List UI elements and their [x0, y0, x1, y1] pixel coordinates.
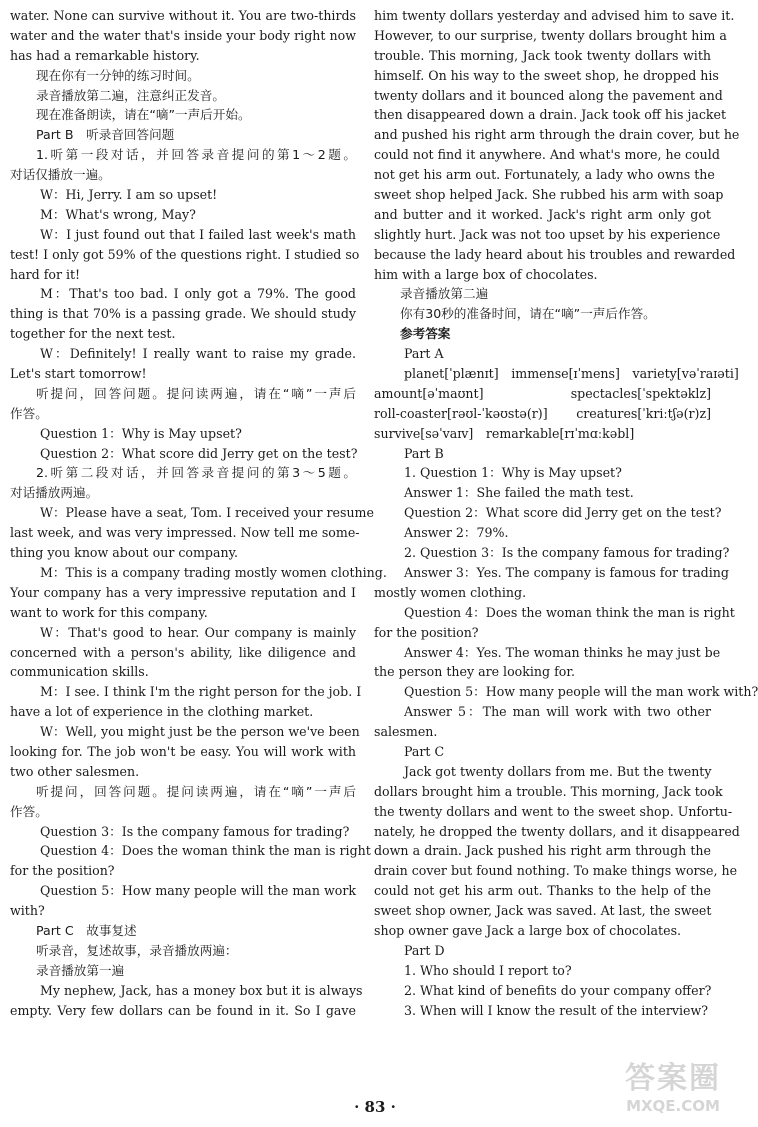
- text-line: with?: [10, 903, 45, 919]
- text-line: Question 4：Does the woman think the man is right: [404, 604, 735, 620]
- text-line: Part D: [404, 942, 445, 958]
- text-line: Question 5：How many people will the man work with?: [404, 684, 758, 700]
- text-line: want to work for this company.: [10, 604, 208, 620]
- text-line: trouble. This morning, Jack took twenty dollars with: [374, 47, 711, 63]
- text-line: together for the next test.: [10, 326, 176, 342]
- text-line: Part B 听录音回答问题: [36, 127, 175, 143]
- text-line: Answer 3：Yes. The company is famous for trading: [404, 564, 729, 580]
- text-line: 听提问，回答问题。提问读两遍，请在“嘀”一声后: [36, 783, 356, 799]
- text-line: 听录音，复述故事，录音播放两遍：: [36, 942, 238, 958]
- text-line: Answer 2：79%.: [404, 525, 509, 541]
- text-line: Part C: [404, 743, 445, 759]
- text-line: survive[səˈvaɪv] remarkable[rɪˈmɑːkəbl]: [374, 425, 635, 441]
- text-line: water. None can survive without it. You are two-thirds: [10, 8, 356, 23]
- text-line: down a drain. Jack pushed his right arm through the: [374, 843, 711, 859]
- text-line: 作答。: [10, 405, 48, 421]
- text-line: drain cover but found nothing. To make things worse, he: [374, 863, 738, 879]
- text-line: M：I see. I think I'm the right person for the job. I: [40, 684, 362, 700]
- text-line: 对话播放两遍。: [10, 485, 99, 501]
- text-line: could not get his arm out. Thanks to the help of the: [374, 883, 711, 899]
- text-line: him with a large box of chocolates.: [374, 266, 598, 282]
- text-line: M：What's wrong, May?: [40, 206, 196, 222]
- text-line: dollars brought him a trouble. This morning, Jack took: [374, 783, 723, 799]
- text-line: 对话仅播放一遍。: [10, 167, 111, 183]
- text-line: My nephew, Jack, has a money box but it is always: [40, 982, 363, 998]
- text-line: Part B: [404, 445, 444, 461]
- text-line: and butter and it worked. Jack's right arm only got: [374, 206, 711, 222]
- text-line: has had a remarkable history.: [10, 47, 200, 63]
- text-line: hard for it!: [10, 266, 81, 282]
- left-column: [10, 6, 387, 1020]
- text-line: could not find it anywhere. And what's more, he could: [374, 147, 720, 163]
- text-line: 现在你有一分钟的练习时间。: [36, 67, 200, 83]
- text-line: 1.听第一段对话，并回答录音提问的第1～2题。: [36, 147, 356, 163]
- watermark-logo-text: 答案圈: [625, 1061, 721, 1096]
- text-line: 录音播放第一遍: [36, 962, 125, 978]
- text-line: nately, he dropped the twenty dollars, and it disappeared: [374, 823, 740, 839]
- text-line: for the position?: [10, 863, 115, 879]
- text-line: M：This is a company trading mostly women clothing.: [40, 564, 387, 580]
- page-number: · 83 ·: [354, 1098, 396, 1116]
- text-line: 作答。: [10, 803, 48, 819]
- text-line: 参考答案: [400, 326, 451, 342]
- text-line: 听提问，回答问题。提问读两遍，请在“嘀”一声后: [36, 385, 356, 401]
- text-line: him twenty dollars yesterday and advised him to save it.: [374, 8, 735, 23]
- watermark-url: MXQE.COM: [626, 1097, 720, 1115]
- text-line: then disappeared down a drain. Jack took off his jacket: [374, 107, 727, 123]
- text-line: the person they are looking for.: [374, 664, 575, 680]
- text-line: Answer 1：She failed the math test.: [404, 485, 634, 501]
- text-line: Answer 4：Yes. The woman thinks he may just be: [404, 644, 721, 660]
- text-line: last week, and was very impressed. Now tell me some-: [10, 525, 360, 541]
- watermark-logo: [610, 1062, 736, 1122]
- right-column: [374, 6, 758, 1020]
- text-line: 2.听第二段对话，并回答录音提问的第3～5题。: [36, 465, 356, 481]
- text-line: 1. Question 1：Why is May upset?: [404, 465, 622, 481]
- text-line: salesmen.: [374, 724, 438, 740]
- text-line: roll-coaster[rəʊl-ˈkəʊstə(r)] creatures[ˈkriːtʃə(r)z]: [374, 405, 711, 421]
- text-line: looking for. The job won't be easy. You will work with: [10, 743, 356, 759]
- text-line: W：I just found out that I failed last week's math: [40, 226, 356, 242]
- text-line: Question 2：What score did Jerry get on the test?: [404, 505, 722, 521]
- text-line: Question 3：Is the company famous for trading?: [40, 823, 350, 839]
- text-line: Question 2：What score did Jerry get on the test?: [40, 445, 358, 461]
- text-line: W：Hi, Jerry. I am so upset!: [40, 187, 218, 203]
- text-line: slightly hurt. Jack was not too upset by his experience: [374, 226, 721, 242]
- text-line: and pushed his right arm through the drain cover, but he: [374, 127, 740, 143]
- text-line: M：That's too bad. I only got a 79%. The good: [40, 286, 356, 302]
- text-line: because the lady heard about his troubles and rewarded: [374, 246, 736, 262]
- text-line: concerned with a person's ability, like diligence and: [10, 644, 356, 660]
- text-line: 录音播放第二遍，注意纠正发音。: [36, 87, 225, 103]
- text-line: W：That's good to hear. Our company is mainly: [40, 624, 356, 640]
- text-line: 3. When will I know the result of the interview?: [404, 1002, 709, 1018]
- text-line: Part A: [404, 346, 444, 362]
- text-line: twenty dollars and it bounced along the pavement and: [374, 87, 723, 103]
- text-line: shop owner gave Jack a large box of chocolates.: [374, 922, 682, 938]
- text-line: Question 5：How many people will the man work: [40, 883, 356, 899]
- text-line: 1. Who should I report to?: [404, 962, 572, 978]
- text-line: sweet shop owner, Jack was saved. At last, the sweet: [374, 903, 712, 919]
- text-line: the twenty dollars and went to the sweet shop. Unfortu-: [374, 803, 733, 819]
- text-line: for the position?: [374, 624, 479, 640]
- text-line: himself. On his way to the sweet shop, he dropped his: [374, 67, 719, 83]
- text-line: Jack got twenty dollars from me. But the twenty: [404, 763, 712, 779]
- text-line: water and the water that's inside your body right now: [10, 27, 356, 43]
- text-line: Answer 5：The man will work with two other: [404, 704, 711, 720]
- text-line: However, to our surprise, twenty dollars brought him a: [374, 27, 727, 43]
- text-line: thing you know about our company.: [10, 545, 239, 561]
- text-line: communication skills.: [10, 664, 149, 680]
- text-line: have a lot of experience in the clothing market.: [10, 704, 314, 720]
- text-line: empty. Very few dollars can be found in it. So I gave: [10, 1002, 356, 1018]
- text-line: 你有30秒的准备时间，请在“嘀”一声后作答。: [400, 306, 656, 322]
- text-line: Question 4：Does the woman think the man is right: [40, 843, 371, 859]
- text-line: Let's start tomorrow!: [10, 366, 147, 382]
- text-line: sweet shop helped Jack. She rubbed his arm with soap: [374, 187, 724, 203]
- text-line: test! I only got 59% of the questions right. I studied so: [10, 246, 360, 262]
- text-line: not get his arm out. Fortunately, a lady who owns the: [374, 167, 715, 183]
- text-line: planet[ˈplænɪt] immense[ɪˈmens] variety[vəˈraɪəti]: [404, 366, 739, 382]
- text-line: two other salesmen.: [10, 763, 140, 779]
- text-line: 现在准备朗读，请在“嘀”一声后开始。: [36, 107, 251, 123]
- text-line: Part C 故事复述: [36, 922, 137, 938]
- text-line: Your company has a very impressive reputation and I: [10, 584, 356, 600]
- text-line: 录音播放第二遍: [400, 286, 489, 302]
- text-line: 2. What kind of benefits do your company offer?: [404, 982, 712, 998]
- text-line: thing is that 70% is a passing grade. We should study: [10, 306, 356, 322]
- text-line: W：Definitely! I really want to raise my grade.: [40, 346, 356, 362]
- text-line: 2. Question 3：Is the company famous for trading?: [404, 545, 730, 561]
- text-line: amount[əˈmaʊnt] spectacles[ˈspektəklz]: [374, 385, 711, 401]
- text-line: mostly women clothing.: [374, 584, 527, 600]
- text-line: W：Please have a seat, Tom. I received your resume: [40, 505, 374, 521]
- text-line: W：Well, you might just be the person we've been: [40, 724, 360, 740]
- text-line: Question 1：Why is May upset?: [40, 425, 242, 441]
